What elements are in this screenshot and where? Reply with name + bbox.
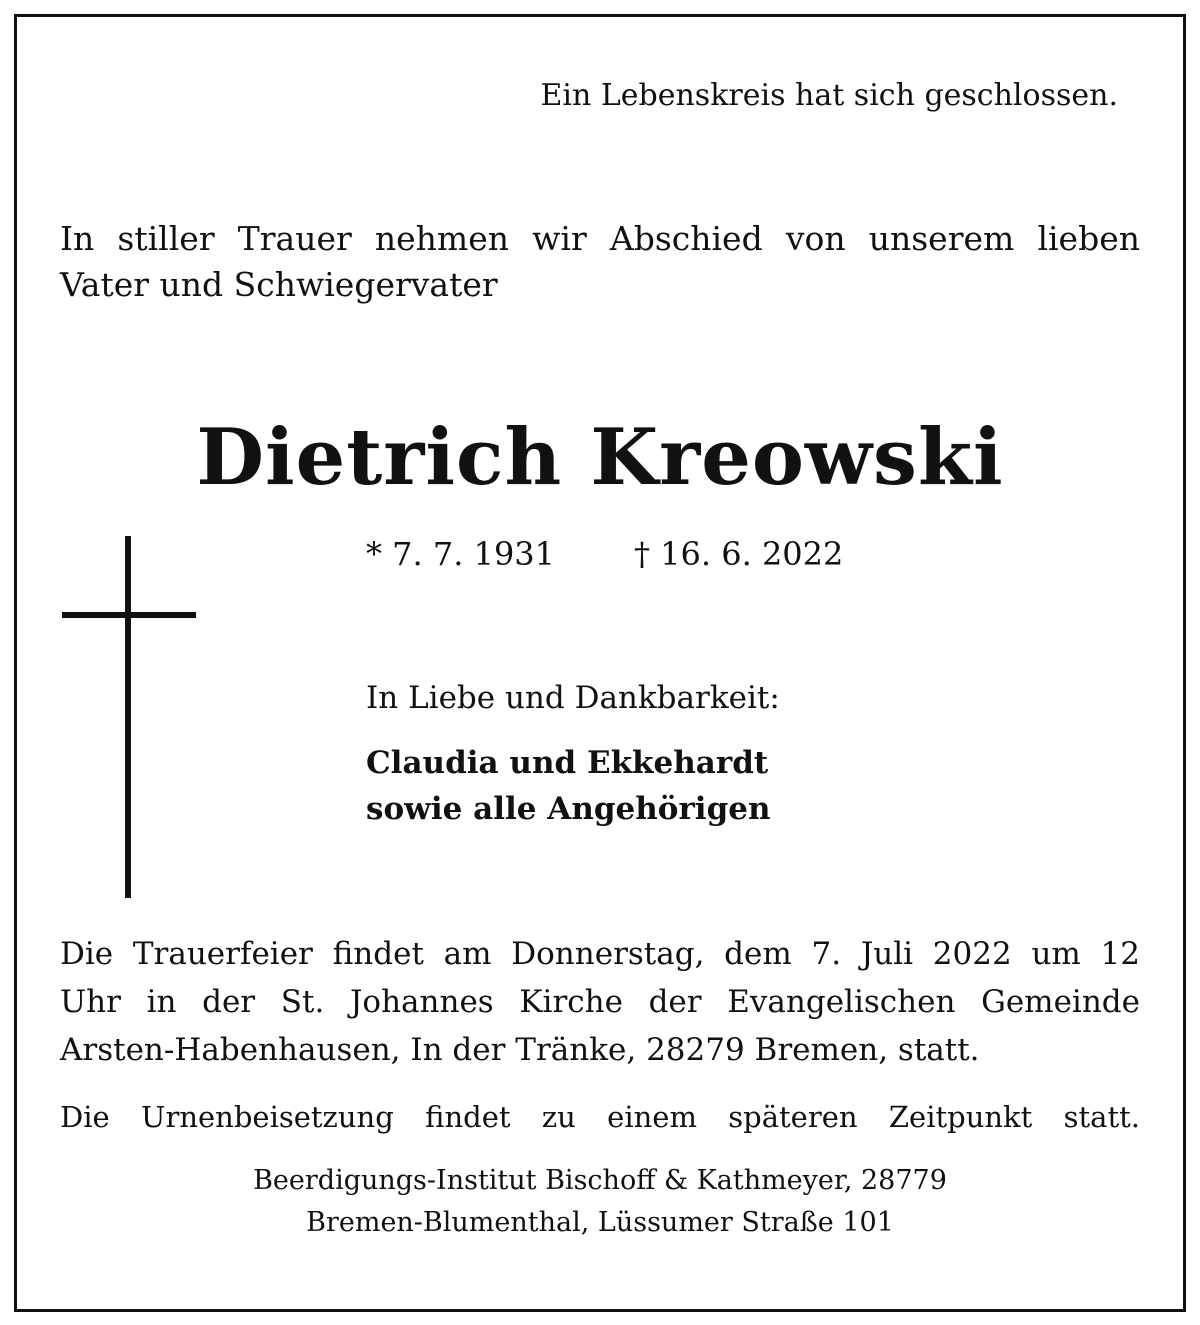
ceremony-notice — [60, 930, 1140, 1074]
undertaker-line-2: Bremen-Blumenthal, Lüssumer Straße 101 — [306, 1207, 894, 1238]
death-date: † 16. 6. 2022 — [634, 535, 844, 573]
deceased-name: Dietrich Kreowski — [196, 412, 1004, 503]
mourners-line-2: sowie alle Angehörigen — [366, 791, 771, 827]
birth-date: * 7. 7. 1931 — [366, 535, 556, 573]
life-dates — [366, 532, 844, 576]
cross-vertical-bar — [125, 536, 131, 898]
intro-line-2: Vater und Schwiegervater — [60, 265, 498, 304]
thanks-line: In Liebe und Dankbarkeit: — [366, 680, 780, 716]
cross-horizontal-bar — [62, 612, 196, 618]
motto-text: Ein Lebenskreis hat sich geschlossen. — [540, 78, 1118, 113]
mourners-line-1: Claudia und Ekkehardt — [366, 745, 769, 781]
undertaker-line-1: Beerdigungs-Institut Bischoff & Kathmeyer, 28779 — [253, 1165, 947, 1196]
ceremony-line-2: Uhr in der St. Johannes Kirche der Evangelischen Gemeinde — [60, 984, 1140, 1020]
intro-line-1: In stiller Trauer nehmen wir Abschied von unserem lieben — [60, 219, 1140, 258]
ceremony-line-3: Arsten-Habenhausen, In der Tränke, 28279 Bremen, statt. — [60, 1032, 980, 1068]
mourners-names — [366, 740, 771, 832]
cross-icon — [62, 536, 196, 898]
ceremony-line-1: Die Trauerfeier findet am Donnerstag, dem 7. Juli 2022 um 12 — [60, 936, 1140, 972]
undertaker-info — [0, 1160, 1200, 1244]
intro-text — [60, 216, 1140, 308]
urn-burial-notice: Die Urnenbeisetzung findet zu einem späteren Zeitpunkt statt. — [60, 1100, 1140, 1134]
